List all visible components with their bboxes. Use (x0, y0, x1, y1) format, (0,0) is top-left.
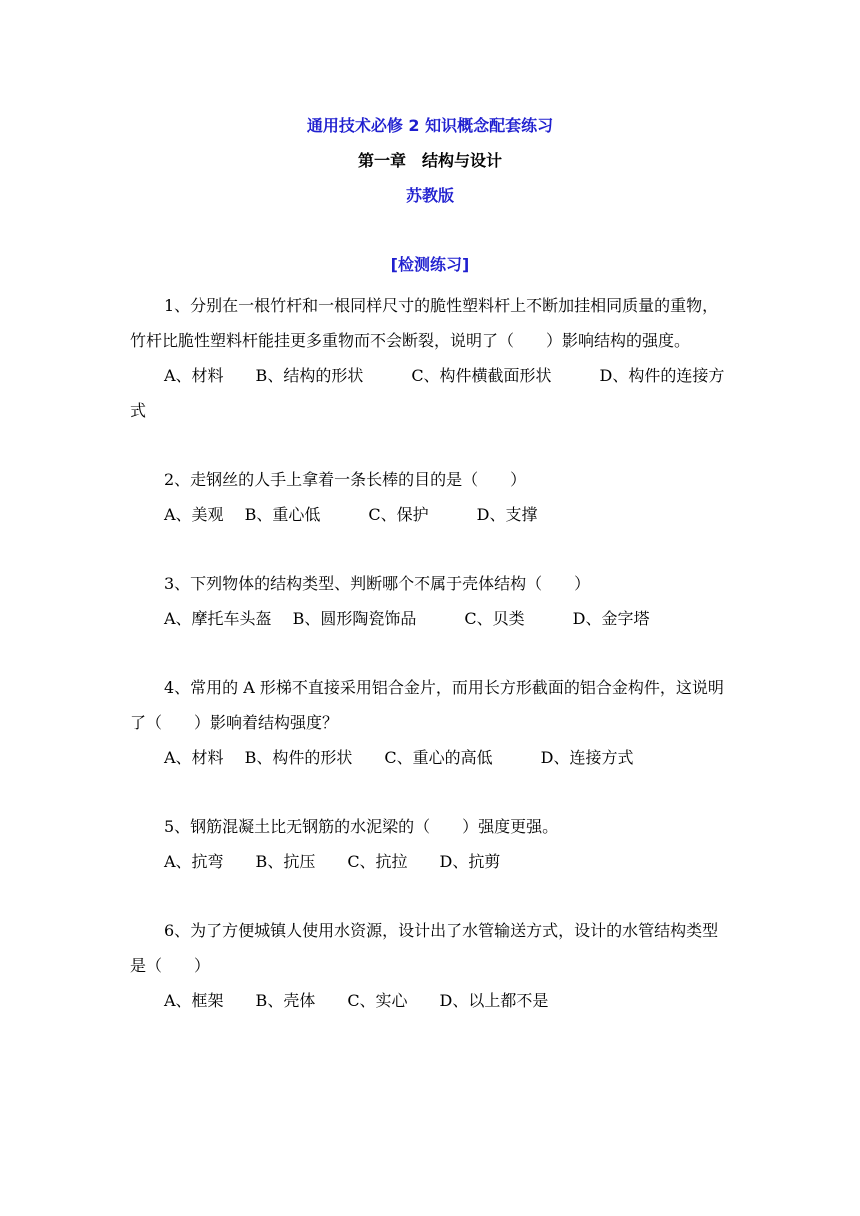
question-options: A、摩托车头盔 B、圆形陶瓷饰品 C、贝类 D、金字塔 (164, 609, 650, 628)
question-1 (130, 288, 730, 428)
question-2 (130, 462, 730, 532)
question-4 (130, 670, 730, 775)
question-options: A、材料 B、构件的形状 C、重心的高低 D、连接方式 (164, 748, 634, 767)
question-options: A、框架 B、壳体 C、实心 D、以上都不是 (164, 991, 549, 1010)
edition-label: 苏教版 (405, 186, 454, 205)
question-stem: 2、走钢丝的人手上拿着一条长棒的目的是（ ） (164, 470, 527, 489)
document-title: 通用技术必修 2 知识概念配套练习 (306, 116, 554, 135)
question-stem: 3、下列物体的结构类型、判断哪个不属于壳体结构（ ） (164, 574, 591, 593)
question-stem: 1、分别在一根竹杆和一根同样尺寸的脆性塑料杆上不断加挂相同质量的重物，竹杆比脆性塑料杆能挂更多重物而不会断裂，说明了（ ）影响结构的强度。 (130, 296, 719, 350)
chapter-title: 第一章 结构与设计 (357, 151, 502, 170)
question-stem: 5、钢筋混凝土比无钢筋的水泥梁的（ ）强度更强。 (164, 817, 559, 836)
question-stem: 4、常用的 A 形梯不直接采用铝合金片，而用长方形截面的铝合金构件，这说明了（ ）影响着结构强度？ (130, 678, 724, 732)
question-options: A、美观 B、重心低 C、保护 D、支撑 (164, 505, 538, 524)
question-stem: 6、为了方便城镇人使用水资源，设计出了水管输送方式，设计的水管结构类型是（ ） (130, 921, 719, 975)
section-heading: [检测练习] (390, 255, 470, 274)
question-3 (130, 566, 730, 636)
question-options: A、材料 B、结构的形状 C、构件横截面形状 D、构件的连接方式 (130, 366, 725, 420)
question-options: A、抗弯 B、抗压 C、抗拉 D、抗剪 (164, 852, 501, 871)
question-6 (130, 913, 730, 1018)
question-list (130, 288, 730, 1018)
question-5 (130, 809, 730, 879)
